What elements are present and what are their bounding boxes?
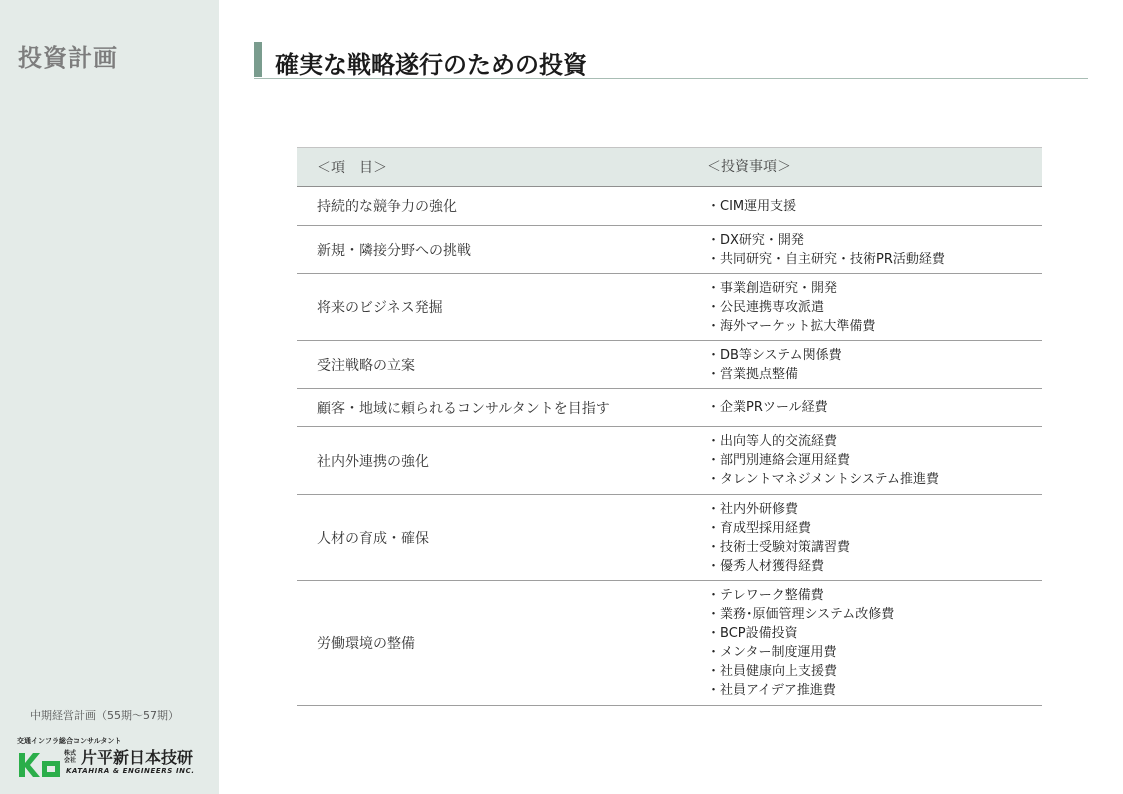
- item-cell: 労働環境の整備: [317, 636, 415, 652]
- investment-line: ・DX研究・開発: [707, 232, 804, 248]
- section-title: 投資計画: [18, 44, 118, 72]
- logo-english-name: KATAHIRA & ENGINEERS INC.: [66, 767, 195, 775]
- logo-mark-icon: [17, 749, 63, 779]
- investment-line: ・社員健康向上支援費: [707, 664, 838, 679]
- logo-tagline: 交通インフラ総合コンサルタント: [17, 737, 122, 745]
- item-cell: 持続的な競争力の強化: [317, 199, 457, 215]
- investment-line: ・営業拠点整備: [707, 366, 799, 382]
- page-heading: [254, 42, 1088, 79]
- investment-cell: [707, 231, 1042, 269]
- item-cell: 社内外連携の強化: [317, 453, 429, 470]
- table-row: [297, 187, 1042, 226]
- heading-accent-bar: [254, 42, 262, 77]
- investment-line: ・出向等人的交流経費: [707, 434, 838, 449]
- item-cell: 受注戦略の立案: [317, 357, 415, 374]
- investment-line: ・社内外研修費: [707, 501, 799, 517]
- investment-line: ・事業創造研究・開発: [707, 280, 838, 296]
- investment-cell: [707, 398, 1042, 417]
- investment-cell: [707, 586, 1042, 700]
- investment-line: ・DB等システム関係費: [707, 347, 842, 363]
- header-item: ＜項 目＞: [317, 160, 387, 176]
- investment-line: ・企業PRツール経費: [707, 400, 828, 415]
- investment-line: ・公民連携専攻派遣: [707, 299, 825, 315]
- investment-line: ・テレワーク整備費: [707, 588, 824, 603]
- item-cell: 顧客・地域に頼られるコンサルタントを目指す: [317, 400, 610, 417]
- table-row: [297, 274, 1042, 341]
- table-header-row: [297, 148, 1042, 187]
- logo-company-name: 片平新日本技研: [81, 748, 194, 767]
- investment-line: ・業務･原価管理システム改修費: [707, 607, 895, 622]
- investment-table: [297, 147, 1042, 706]
- investment-line: ・メンター制度運用費: [707, 645, 837, 660]
- plan-period-note: 中期経営計画（55期～57期）: [30, 709, 179, 722]
- investment-line: ・部門別連絡会運用経費: [707, 453, 851, 468]
- investment-line: ・優秀人材獲得経費: [707, 558, 825, 574]
- investment-line: ・共同研究・自主研究・技術PR活動経費: [707, 251, 945, 267]
- table-row: [297, 226, 1042, 274]
- investment-line: ・海外マーケット拡大準備費: [707, 318, 876, 334]
- investment-line: ・BCP設備投資: [707, 626, 798, 641]
- investment-cell: [707, 279, 1042, 336]
- page-title: 確実な戦略遂行のための投資: [275, 51, 587, 79]
- company-logo: [17, 736, 217, 780]
- investment-cell: [707, 500, 1042, 576]
- investment-cell: [707, 346, 1042, 384]
- item-cell: 新規・隣接分野への挑戦: [317, 242, 471, 259]
- table-row: [297, 341, 1042, 389]
- investment-line: ・社員アイデア推進費: [707, 683, 836, 698]
- table-row: [297, 389, 1042, 427]
- investment-line: ・育成型採用経費: [707, 520, 812, 536]
- sidebar: [0, 0, 219, 794]
- table-row: [297, 427, 1042, 495]
- logo-kabushiki: 株式 会社: [64, 750, 77, 764]
- investment-line: ・タレントマネジメントシステム推進費: [707, 472, 939, 487]
- investment-line: ・CIM運用支援: [707, 198, 797, 214]
- item-cell: 人材の育成・確保: [317, 530, 429, 547]
- header-investment: ＜投資事項＞: [707, 158, 791, 175]
- table-row: [297, 495, 1042, 581]
- item-cell: 将来のビジネス発掘: [317, 300, 443, 316]
- investment-cell: [707, 197, 1042, 216]
- investment-line: ・技術士受験対策講習費: [707, 539, 851, 555]
- investment-cell: [707, 432, 1042, 489]
- table-row: [297, 581, 1042, 706]
